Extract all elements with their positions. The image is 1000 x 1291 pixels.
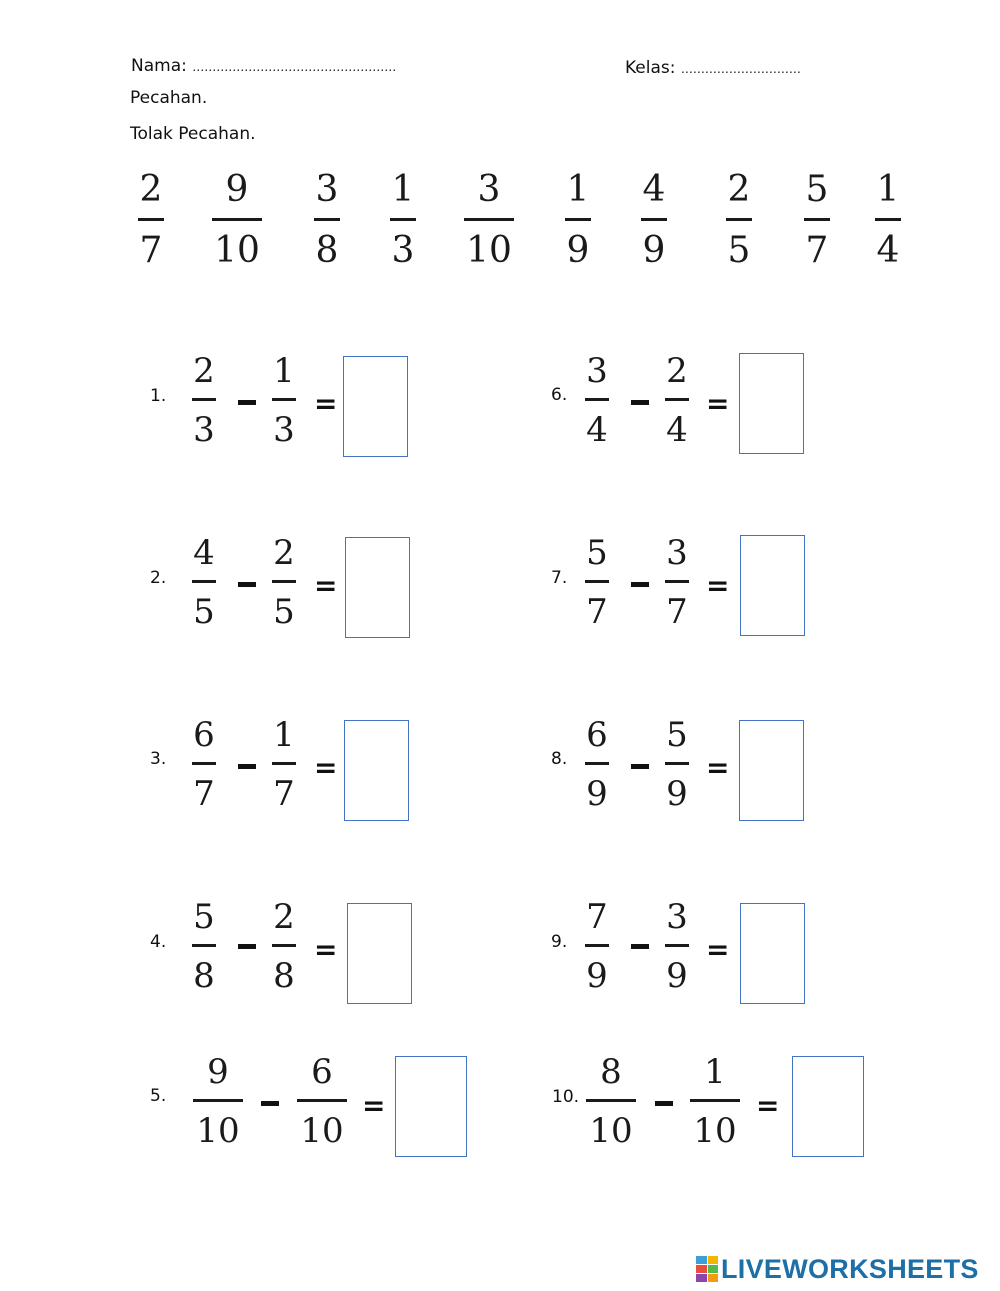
equals-sign: = <box>756 1089 780 1122</box>
bank-fraction[interactable]: 5 7 <box>805 169 829 271</box>
answer-box[interactable] <box>739 720 804 821</box>
name-field <box>131 56 396 76</box>
subtopic-title: Tolak Pecahan. <box>130 124 256 144</box>
answer-input[interactable] <box>346 538 413 639</box>
question-number: 2. <box>150 568 167 588</box>
fraction-subtrahend: 2 4 <box>666 351 688 450</box>
liveworksheets-icon <box>696 1256 718 1282</box>
topic-title: Pecahan. <box>130 88 208 108</box>
class-blank: ………………………… <box>680 62 801 76</box>
liveworksheets-logo[interactable] <box>696 1252 979 1286</box>
answer-box[interactable] <box>740 903 805 1004</box>
fraction-minuend: 8 10 <box>586 1055 636 1148</box>
logo-text: LIVEWORKSHEETS <box>721 1253 979 1284</box>
bank-fraction[interactable]: 9 10 <box>212 172 262 269</box>
question-number: 1. <box>150 386 167 406</box>
bank-fraction[interactable]: 1 3 <box>391 169 415 271</box>
bank-fraction[interactable]: 3 10 <box>464 172 514 269</box>
answer-input[interactable] <box>348 904 415 1005</box>
minus-sign <box>655 1101 673 1106</box>
fraction-subtrahend: 1 3 <box>273 351 295 450</box>
answer-input[interactable] <box>741 536 808 637</box>
minus-sign <box>238 764 256 769</box>
answer-box[interactable] <box>344 720 409 821</box>
question-number: 4. <box>150 932 167 952</box>
fraction-minuend: 9 10 <box>193 1055 243 1148</box>
question-number: 6. <box>551 385 568 405</box>
class-label: Kelas: <box>625 58 676 78</box>
question-number: 9. <box>551 932 568 952</box>
fraction-subtrahend: 2 5 <box>273 533 295 632</box>
fraction-minuend: 4 5 <box>193 533 215 632</box>
answer-box[interactable] <box>740 535 805 636</box>
bank-fraction[interactable]: 1 4 <box>876 169 900 271</box>
answer-box[interactable] <box>345 537 410 638</box>
fraction-subtrahend: 5 9 <box>666 715 688 814</box>
answer-box[interactable] <box>347 903 412 1004</box>
equals-sign: = <box>362 1089 386 1122</box>
bank-fraction[interactable]: 1 9 <box>566 169 590 271</box>
answer-input[interactable] <box>396 1057 470 1158</box>
bank-fraction[interactable]: 3 8 <box>315 169 339 271</box>
question-number: 3. <box>150 749 167 769</box>
answer-box[interactable] <box>739 353 804 454</box>
fraction-minuend: 5 7 <box>586 533 608 632</box>
question-number: 8. <box>551 749 568 769</box>
fraction-minuend: 6 7 <box>193 715 215 814</box>
answer-input[interactable] <box>793 1057 867 1158</box>
fraction-subtrahend: 3 7 <box>666 533 688 632</box>
fraction-minuend: 3 4 <box>586 351 608 450</box>
equals-sign: = <box>314 387 338 420</box>
question-number: 7. <box>551 568 568 588</box>
fraction-minuend: 6 9 <box>586 715 608 814</box>
bank-fraction[interactable]: 2 5 <box>727 169 751 271</box>
class-field <box>625 58 801 78</box>
equals-sign: = <box>706 569 730 602</box>
fraction-subtrahend: 1 7 <box>273 715 295 814</box>
answer-box[interactable] <box>792 1056 864 1157</box>
minus-sign <box>631 944 649 949</box>
fraction-subtrahend: 6 10 <box>297 1055 347 1148</box>
minus-sign <box>238 944 256 949</box>
fraction-subtrahend: 3 9 <box>666 897 688 996</box>
answer-box[interactable] <box>343 356 408 457</box>
fraction-minuend: 2 3 <box>193 351 215 450</box>
minus-sign <box>631 400 649 405</box>
equals-sign: = <box>314 933 338 966</box>
bank-fraction[interactable]: 2 7 <box>139 169 163 271</box>
minus-sign <box>261 1101 279 1106</box>
minus-sign <box>631 764 649 769</box>
fraction-minuend: 5 8 <box>193 897 215 996</box>
fraction-subtrahend: 1 10 <box>690 1055 740 1148</box>
question-number: 5. <box>150 1086 167 1106</box>
answer-input[interactable] <box>344 357 411 458</box>
equals-sign: = <box>706 751 730 784</box>
fraction-minuend: 7 9 <box>586 897 608 996</box>
minus-sign <box>238 582 256 587</box>
equals-sign: = <box>314 751 338 784</box>
equals-sign: = <box>706 387 730 420</box>
question-number: 10. <box>552 1087 580 1107</box>
answer-box[interactable] <box>395 1056 467 1157</box>
name-blank: …………………………………………… <box>192 60 397 74</box>
answer-input[interactable] <box>740 354 807 455</box>
fraction-subtrahend: 2 8 <box>273 897 295 996</box>
equals-sign: = <box>706 933 730 966</box>
answer-input[interactable] <box>740 721 807 822</box>
minus-sign <box>238 400 256 405</box>
answer-input[interactable] <box>345 721 412 822</box>
name-label: Nama: <box>131 56 187 76</box>
minus-sign <box>631 582 649 587</box>
equals-sign: = <box>314 569 338 602</box>
bank-fraction[interactable]: 4 9 <box>642 169 666 271</box>
answer-input[interactable] <box>741 904 808 1005</box>
